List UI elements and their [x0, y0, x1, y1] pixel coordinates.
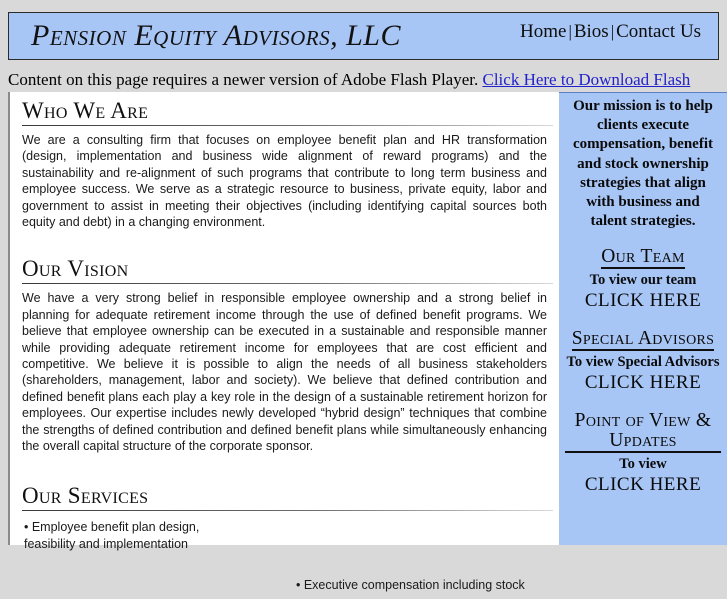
paragraph-who-we-are: We are a consulting firm that focuses on employee benefit plan and HR transformation (design, implementation and business wide alignment of reward programs) and the sustainability and re-alignment of such programs that contribute to long term business and employee success. We serve as a strategic resource to business, private equity, labor and government to assist in meeting their objectives (including identifying capital sources both equity and debt) in a changing environment. [22, 133, 547, 230]
sidebar-subtitle-our-team: To view our team [589, 272, 697, 289]
paragraph-our-vision: We have a very strong belief in responsible employee ownership and a strong belief in planning for adequate retirement income through the use of defined benefit programs. We believe that employee ownership can be executed in a sustainable and responsible manner while providing adequate retirement income for employees that are cost efficient and competitive. We believe it is possible to align the needs of all business stakeholders (shareholders, management, labor and society). We believe that defined contribution and defined benefit plans each play a key role in the design of a sustainable retirement horizon for employees. Our expertise includes newly developed “hybrid design” techniques that combine the strengths of defined contribution and defined benefit plans while simultaneously enhancing the overall capital structure of the corporate sponsor. [22, 291, 547, 454]
services-list [10, 519, 559, 599]
sidebar-heading-special-advisors: Special Advisors [571, 328, 715, 350]
heading-our-services: Our Services [22, 483, 559, 511]
heading-our-vision: Our Vision [22, 256, 559, 284]
sidebar-cta-special-advisors[interactable]: CLICK HERE [584, 372, 702, 394]
sidebar-block-our-team [565, 247, 721, 311]
flash-player-notice [8, 70, 727, 90]
heading-who-we-are: Who We Are [22, 98, 559, 126]
service-item: • Employee benefit plan design, feasibility and implementation [24, 519, 200, 551]
service-item: • Executive compensation including stock [296, 577, 525, 592]
sidebar-subtitle-point-of-view: To view [619, 456, 667, 473]
sidebar-subtitle-special-advisors: To view Special Advisors [566, 354, 720, 371]
sidebar [559, 92, 727, 545]
page-content [8, 92, 727, 592]
sidebar-block-special-advisors [565, 329, 721, 393]
flash-notice-text: Content on this page requires a newer version of Adobe Flash Player. [8, 70, 483, 89]
sidebar-heading-our-team: Our Team [601, 246, 685, 268]
main-column [10, 92, 559, 592]
sidebar-block-point-of-view [565, 411, 721, 495]
nav-link-bios[interactable]: Bios [573, 21, 609, 42]
mission-statement: Our mission is to help clients execute compensation, benefit and stock ownership strategies that align with business and talent strategies. [573, 98, 713, 230]
main-navigation [520, 13, 718, 42]
nav-separator: | [568, 22, 572, 41]
sidebar-cta-point-of-view[interactable]: CLICK HERE [584, 474, 702, 496]
nav-link-contact-us[interactable]: Contact Us [616, 21, 702, 42]
nav-separator: | [610, 22, 615, 41]
site-header [8, 12, 719, 60]
download-flash-link[interactable]: Click Here to Download Flash [482, 70, 691, 89]
site-title: Pension Equity Advisors, LLC [31, 19, 401, 52]
nav-link-home[interactable]: Home [520, 21, 567, 42]
sidebar-cta-our-team[interactable]: CLICK HERE [584, 290, 702, 312]
sidebar-heading-point-of-view: Point of View & Updates [565, 411, 721, 453]
